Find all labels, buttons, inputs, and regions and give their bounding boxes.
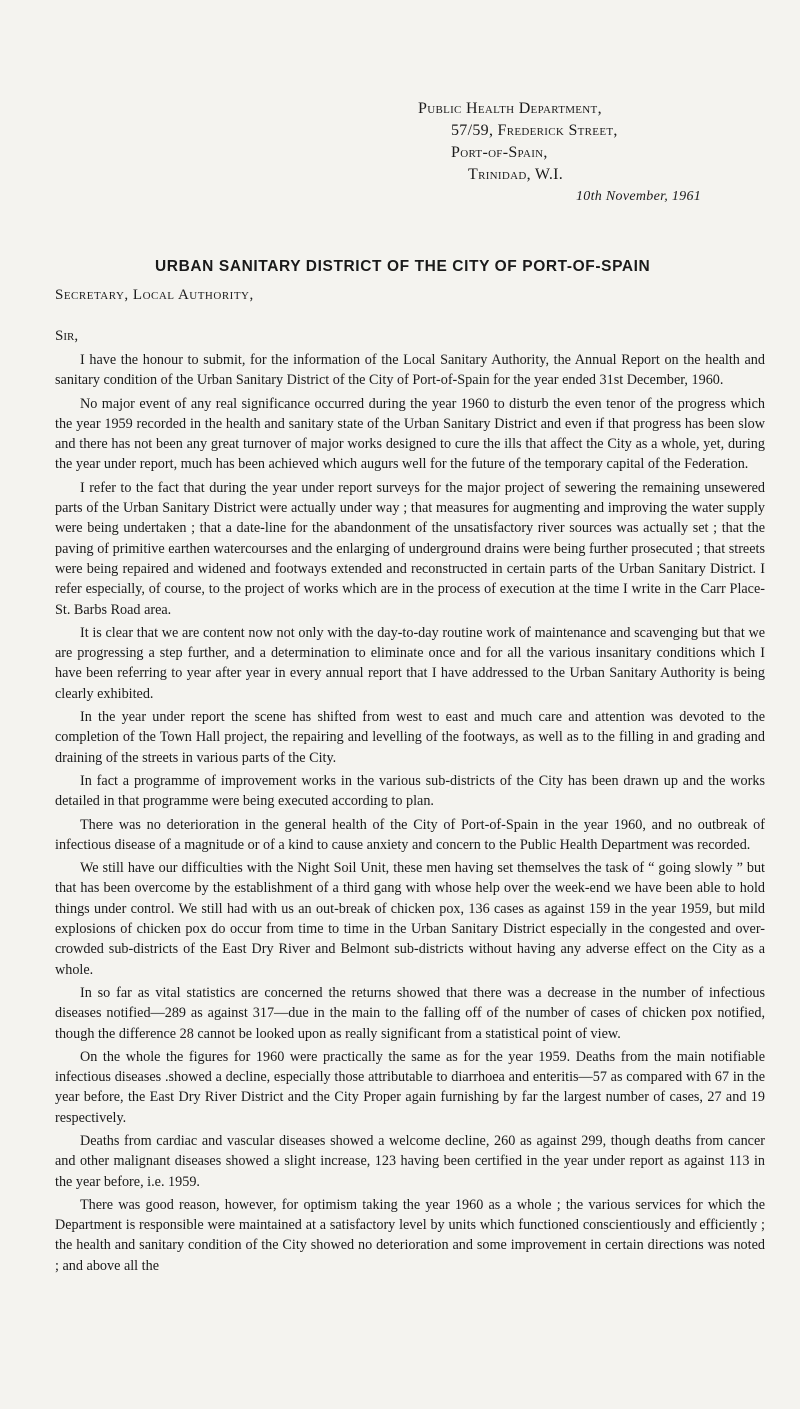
letter-body	[55, 350, 765, 1279]
addressee: Secretary, Local Authority,	[55, 287, 254, 303]
department-name: Public Health Department,	[418, 100, 602, 117]
paragraph: In the year under report the scene has shifted from west to east and much care and attention was devoted to the completion of the Town Hall project, the repairing and levelling of the footways, as well as to the filling in and grading and draining of the streets in various parts of the City.	[55, 709, 765, 766]
document-heading: URBAN SANITARY DISTRICT OF THE CITY OF PORT-OF-SPAIN	[155, 258, 651, 275]
paragraph: In fact a programme of improvement works in the various sub-districts of the City has been drawn up and the works detailed in that programme were being executed according to plan.	[55, 772, 765, 810]
paragraph: I have the honour to submit, for the information of the Local Sanitary Authority, the Annual Report on the health and sanitary condition of the Urban Sanitary District of the City of Port-of-Spain for the year ended 31st December, 1960.	[55, 352, 765, 389]
paragraph: I refer to the fact that during the year under report surveys for the major project of sewering the remaining unsewered parts of the Urban Sanitary District were actually under way ; that measures for augmenting and improving the water supply were being undertaken ; that a date-line for the abandonment of the unsatisfactory river sources was actually set ; that the paving of primitive earthen watercourses and the enlarging of underground drains were being further prosecuted ; that streets were being repaired and widened and footways extended and reconstructed in certain parts of the Urban Sanitary District. I refer especially, of course, to the project of works which are in the process of execution at the time I write in the Carr Place-St. Barbs Road area.	[55, 479, 765, 618]
salutation: Sir,	[55, 328, 79, 344]
paragraph: There was no deterioration in the general health of the City of Port-of-Spain in the year 1960, and no outbreak of infectious disease of a magnitude or of a kind to cause anxiety and concern to the Public Health Department was recorded.	[55, 816, 765, 853]
paragraph: Deaths from cardiac and vascular diseases showed a welcome decline, 260 as against 299, though deaths from cancer and other malignant diseases showed a slight increase, 123 having been certified in the year under report as against 113 in the year before, i.e. 1959.	[55, 1132, 765, 1190]
paragraph: In so far as vital statistics are concerned the returns showed that there was a decrease in the number of infectious diseases notified—289 as against 317—due in the main to the falling off of the number of cases of chicken pox notified, though the difference 28 cannot be looked upon as really significant from a statistical point of view.	[55, 984, 765, 1042]
letter-date: 10th November, 1961	[576, 189, 702, 204]
letterhead-address	[418, 98, 701, 208]
paragraph: It is clear that we are content now not only with the day-to-day routine work of maintenance and scavenging but that we are progressing a step further, and a determination to eliminate once and for all the various insanitary conditions which I have been referring to year after year in every annual report that I have addressed to the Urban Sanitary Authority is being clearly exhibited.	[55, 624, 765, 702]
paragraph: We still have our difficulties with the Night Soil Unit, these men having set themselves the task of “ going slowly ” but that has been overcome by the establishment of a third gang with whose help over the week-end we have been able to hold things under control. We still had with us an out-break of chicken pox, 136 cases as against 159 in the year 1959, but mild explosions of chicken pox do occur from time to time in the Urban Sanitary District especially in the congested and over-crowded sub-districts of the East Dry River and Belmont sub-districts without having any adverse effect on the City as a whole.	[55, 860, 765, 978]
paragraph: On the whole the figures for 1960 were practically the same as for the year 1959. Deaths from the main notifiable infectious diseases .showed a decline, especially those attributable to diarrhoea and enteritis—57 as compared with 67 in the year before, the East Dry River District and the City Proper again furnishing by far the largest number of cases, 27 and 19 respectively.	[55, 1048, 765, 1126]
street-address: 57/59, Frederick Street,	[451, 122, 618, 139]
city-name: Port-of-Spain,	[451, 144, 548, 161]
country-name: Trinidad, W.I.	[468, 166, 564, 183]
paragraph: No major event of any real significance occurred during the year 1960 to disturb the even tenor of the progress which the year 1959 recorded in the health and sanitary state of the Urban Sanitary District and even if that progress has been slow and there has not been any great turnover of major works designed to cure the ills that affect the City as a whole, yet, during the year under report, much has been achieved which augurs well for the future of the temporary capital of the Federation.	[55, 395, 765, 473]
paragraph: There was good reason, however, for optimism taking the year 1960 as a whole ; the various services for which the Department is responsible were maintained at a satisfactory level by units which functioned conscientiously and efficiently ; the health and sanitary condition of the City showed no deterioration and some improvement in certain directions was noted ; and above all the	[55, 1196, 765, 1274]
